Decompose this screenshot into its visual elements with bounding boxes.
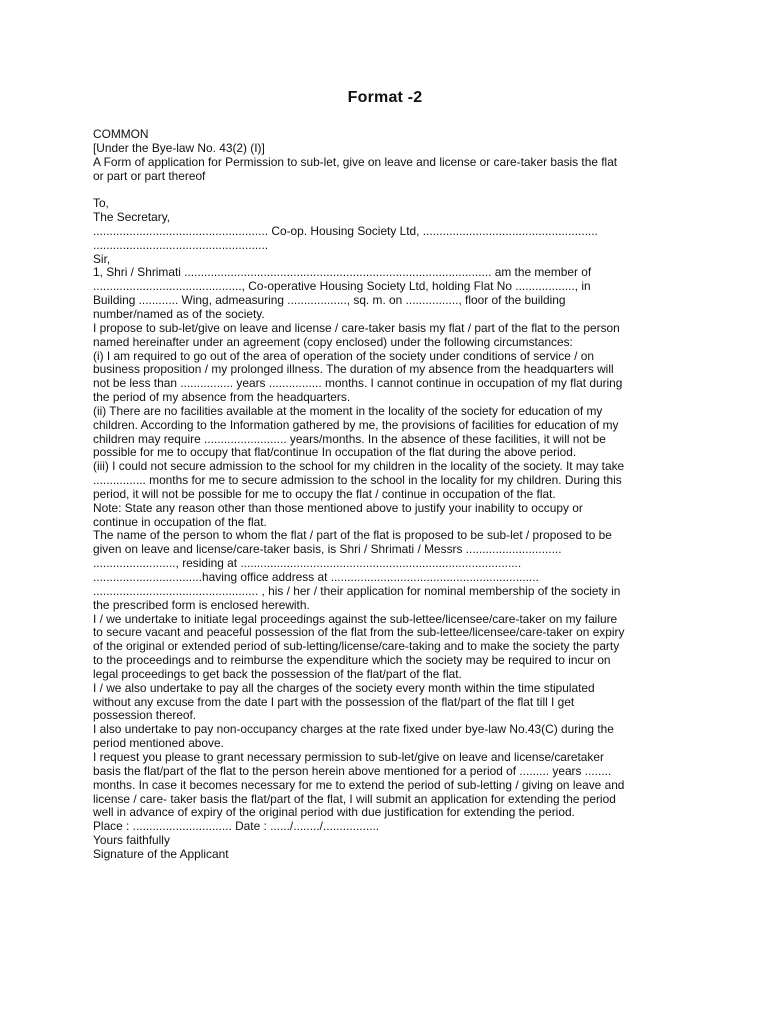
text-line: license / care- taker basis the flat/part of the flat, I will submit an application for extending the period [93,791,616,806]
text-line: .................................................. , his / her / their application for nominal membership of the society in [93,583,621,598]
text-line: Note: State any reason other than those mentioned above to justify your inability to occupy or [93,500,583,515]
text-line: I also undertake to pay non-occupancy charges at the rate fixed under bye-law No.43(C) during the [93,722,614,737]
text-line: Building ............ Wing, admeasuring .................., sq. m. on ................, floor of the building [93,293,566,308]
text-line: period mentioned above. [93,736,224,751]
text-line: A Form of application for Permission to sub-let, give on leave and license or care-taker basis the flat [93,154,618,169]
text-line: well in advance of expiry of the original period with due justification for extending the period. [93,805,575,820]
text-line: (i) I am required to go out of the area of operation of the society under conditions of service / on [93,348,595,363]
text-line: [Under the Bye-law No. 43(2) (I)] [93,140,265,155]
text-line: ..................................................... Co-op. Housing Society Ltd, ..................................................... [93,223,598,238]
text-line: the prescribed form is enclosed herewith. [93,597,310,612]
text-line: the period of my absence from the headquarters. [93,390,351,405]
text-line: (ii) There are no facilities available at the moment in the locality of the society for education of my [93,403,603,418]
text-line: ................ months for me to secure admission to the school in the locality for my children. During this [93,473,622,488]
text-line: business proposition / my prolonged illness. The duration of my absence from the headquarters will [93,362,614,377]
text-line: To, [93,196,109,211]
text-line: ............................................., Co-operative Housing Society Ltd, holding Flat No .................., in [93,279,591,294]
text-line: legal proceedings to get back the possession of the flat/part of the flat. [93,666,462,681]
text-line: to secure vacant and peaceful possession of the flat from the sub-lettee/licensee/care-taker on expiry [93,625,625,640]
text-line: I propose to sub-let/give on leave and license / care-taker basis my flat / part of the flat to the person [93,320,620,335]
text-line: Sir, [93,251,111,266]
text-line: COMMON [93,127,149,141]
text-line: continue in occupation of the flat. [93,514,267,529]
text-line: number/named as of the society. [93,306,265,321]
text-line: Place : .............................. Date : ....../......../................. [93,819,380,834]
text-line: possession thereof. [93,708,197,723]
text-line: children. According to the Information gathered by me, the provisions of facilities for education of my [93,417,619,432]
text-line: Signature of the Applicant [93,846,229,861]
text-line: The name of the person to whom the flat / part of the flat is proposed to be sub-let / proposed to be [93,528,612,543]
text-line: to the proceedings and to reimburse the expenditure which the society may be required to incur on [93,653,611,668]
text-line: .................................having office address at ............................................................... [93,570,539,584]
text-line: not be less than ................ years ................ months. I cannot continue in occupation of my flat during [93,376,623,391]
text-line: of the original or extended period of sub-letting/license/care-taking and to make the society the party [93,639,620,654]
document-body [93,128,683,862]
text-line: possible for me to occupy that flat/continue In occupation of the flat during the above period. [93,445,577,460]
blank-line [93,183,683,197]
text-line: I / we also undertake to pay all the charges of the society every month within the time stipulated [93,680,595,695]
text-line: The Secretary, [93,210,171,225]
text-line: months. In case it becomes necessary for me to extend the period of sub-letting / giving on leave and [93,777,625,792]
text-line: ..................................................... [93,237,269,252]
text-line: given on leave and license/care-taker basis, is Shri / Shrimati / Messrs ............................. [93,542,562,557]
text-line: Yours faithfully [93,833,170,848]
text-line: named hereinafter under an agreement (copy enclosed) under the following circumstances: [93,334,573,349]
document-title: Format -2 [347,89,423,106]
text-line: without any excuse from the date I part with the possession of the flat/part of the flat till I get [93,694,575,709]
text-line: children may require ......................... years/months. In the absence of these facilities, it will not be [93,431,606,446]
text-line: I request you please to grant necessary permission to sub-let/give on leave and license/caretaker [93,749,604,764]
text-line: or part or part thereof [93,168,206,183]
text-line: period, it will not be possible for me to occupy the flat / continue in occupation of the flat. [93,486,556,501]
text-line: I / we undertake to initiate legal proceedings against the sub-lettee/licensee/care-taker on my failure [93,611,618,626]
text-line: basis the flat/part of the flat to the person herein above mentioned for a period of ......... years ........ [93,763,612,778]
text-line: ........................., residing at ..................................................................................... [93,556,522,571]
text-line: 1, Shri / Shrimati ............................................................................................. am the member of [93,265,592,280]
text-line: (iii) I could not secure admission to the school for my children in the locality of the society. It may take [93,459,625,474]
